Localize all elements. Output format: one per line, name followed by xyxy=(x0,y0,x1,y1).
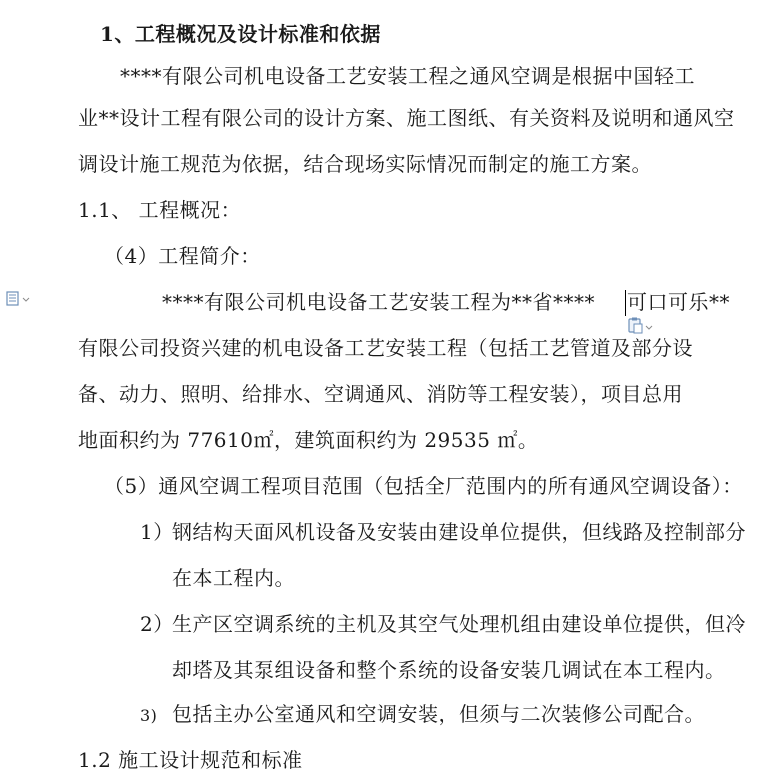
para2-line1-part1: ****有限公司机电设备工艺安装工程为**省**** xyxy=(162,290,595,314)
sub-item-1-line2: 在本工程内。 xyxy=(172,566,295,590)
para1-line1: ****有限公司机电设备工艺安装工程之通风空调是根据中国轻工 xyxy=(120,64,695,88)
paste-options-icon[interactable] xyxy=(627,317,655,335)
sub-item-3-number: 3) xyxy=(140,706,158,725)
cropped-top-text xyxy=(300,0,500,2)
paragraph-options-icon[interactable] xyxy=(6,290,34,308)
sub-item-2-line2: 却塔及其泵组设备和整个系统的设备安装几调试在本工程内。 xyxy=(172,658,726,682)
para2-line3: 备、动力、照明、给排水、空调通风、消防等工程安装），项目总用 xyxy=(78,382,683,406)
heading-1: 1、工程概况及设计标准和依据 xyxy=(100,22,381,46)
para2-line1-part2: 可口可乐** xyxy=(627,290,730,314)
para2-line4: 地面积约为 77610㎡，建筑面积约为 29535 ㎡。 xyxy=(78,428,539,452)
sub-item-2-line1: 生产区空调系统的主机及其空气处理机组由建设单位提供，但冷 xyxy=(172,612,746,636)
item-4-label: （4）工程简介： xyxy=(104,244,261,268)
text-cursor xyxy=(625,290,626,316)
para1-line3: 调设计施工规范为依据，结合现场实际情况而制定的施工方案。 xyxy=(78,152,652,176)
sub-item-1-line1: 钢结构天面风机设备及安装由建设单位提供，但线路及控制部分 xyxy=(172,520,746,544)
sub-item-2-number: 2） xyxy=(140,612,174,636)
item-5-label: （5）通风空调工程项目范围（包括全厂范围内的所有通风空调设备）： xyxy=(104,474,743,498)
para1-line2: 业**设计工程有限公司的设计方案、施工图纸、有关资料及说明和通风空 xyxy=(78,106,735,130)
para2-line2: 有限公司投资兴建的机电设备工艺安装工程（包括工艺管道及部分设 xyxy=(78,336,693,360)
section-1-2-heading: 1.2 施工设计规范和标准 xyxy=(78,748,303,772)
sub-item-3-line1: 包括主办公室通风和空调安装，但须与二次装修公司配合。 xyxy=(172,702,705,726)
section-1-1-heading: 1.1、 工程概况： xyxy=(78,198,242,222)
sub-item-1-number: 1） xyxy=(140,520,174,544)
